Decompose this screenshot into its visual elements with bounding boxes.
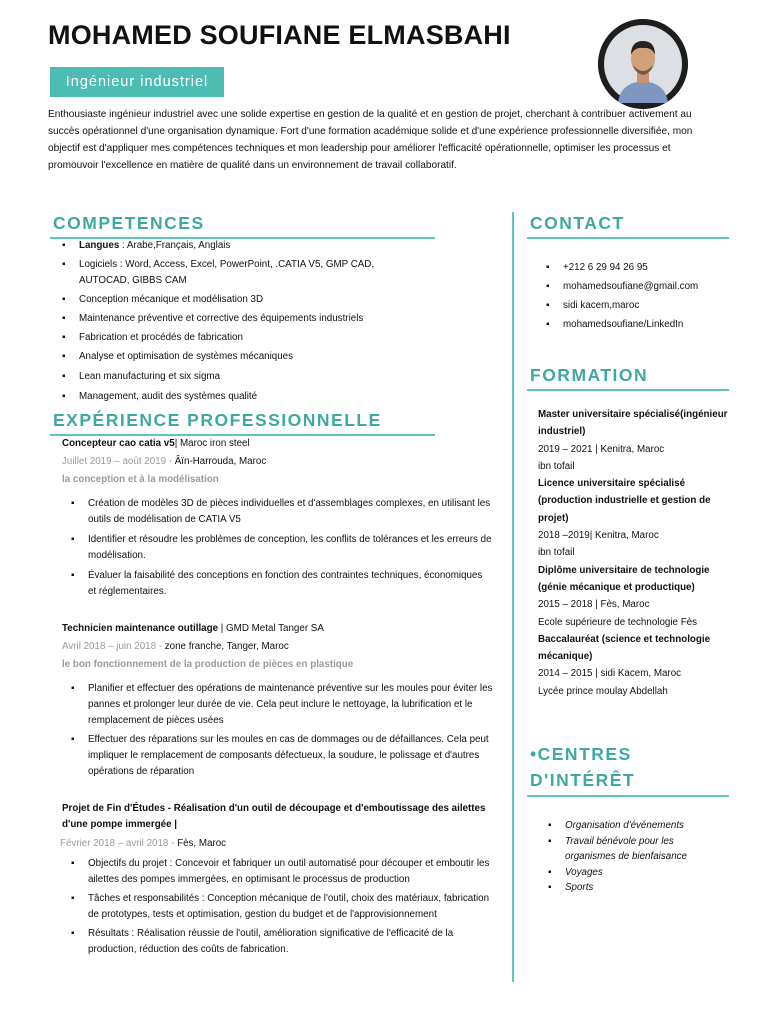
list-item: ▪ Lean manufacturing et six sigma — [79, 369, 439, 385]
interets-rule — [527, 795, 729, 797]
profile-photo-icon — [598, 19, 688, 109]
contact-list — [563, 260, 733, 333]
formation-school: Ecole supérieure de technologie Fès — [538, 616, 698, 628]
formation-school: Lycée prince moulay Abdellah — [538, 685, 668, 697]
formation-degree: Diplôme universitaire de technologie (génie mécanique et productique) — [538, 564, 710, 593]
list-item: ▪ Fabrication et procédés de fabrication — [79, 330, 439, 346]
list-item: ▪ Maintenance préventive et corrective des équipements industriels — [79, 311, 439, 327]
formation-list — [538, 406, 728, 700]
experience-heading: EXPÉRIENCE PROFESSIONNELLE — [53, 410, 382, 430]
list-item: ▪ Organisation d'événements — [565, 818, 725, 834]
list-item: ▪ Voyages — [565, 865, 725, 881]
list-item: ▪ Effectuer des réparations sur les moules en cas de dommages ou de défaillances. Cela peut impliquer le remplacement de composants défectueux, la soudure, le polissage et d'autres opérations de réparation — [88, 732, 493, 780]
job-title-line: Concepteur cao catia v5| Maroc iron steel — [62, 438, 250, 449]
name-title: MOHAMED SOUFIANE ELMASBAHI — [48, 20, 511, 50]
formation-degree: Master universitaire spécialisé(ingénieur industriel) — [538, 409, 728, 438]
list-item: ▪ Sports — [565, 880, 725, 896]
contact-email[interactable]: ▪ mohamedsoufiane@gmail.com — [563, 279, 733, 295]
interets-list — [565, 818, 725, 896]
job-1-bullets — [88, 496, 493, 600]
job-date-line: Février 2018 – avril 2018 - Fès, Maroc — [60, 838, 227, 849]
contact-address: ▪ sidi kacem,maroc — [563, 298, 733, 314]
profile-photo — [598, 19, 688, 109]
formation-dates: 2019 – 2021 | Kenitra, Maroc — [538, 443, 665, 455]
competences-heading: COMPETENCES — [53, 213, 205, 233]
list-item: ▪ Objectifs du projet : Concevoir et fabriquer un outil automatisé pour découper et emboutir les ailettes des pompes immergées, en optimisant le processus de production — [88, 856, 493, 888]
list-item: ▪ Création de modèles 3D de pièces individuelles et d'assemblages complexes, en utilisant les outils de modélisation de CATIA V5 — [88, 496, 493, 528]
interets-heading: •CENTRES D'INTÉRÊT — [530, 744, 636, 790]
formation-rule — [527, 389, 729, 391]
list-item: ▪ Évaluer la faisabilité des conceptions en fonction des contraintes techniques, économiques et réglementaires. — [88, 568, 493, 600]
list-item: ▪ Analyse et optimisation de systèmes mécaniques — [79, 349, 439, 365]
list-item: ▪ Résultats : Réalisation réussie de l'outil, amélioration significative de l'efficacité de la production, réduction des coûts de fabrication. — [88, 926, 493, 958]
profile-summary: Enthousiaste ingénieur industriel avec une solide expertise en gestion de la qualité et en gestion de projet, cherchant à contribuer activement au succès opérationnel d'une organisation dynamique. Fort d'une formation académique solide et d'une expérience professionnelle diversifiée, mon objectif est d'appliquer mes compétences techniques et mon leadership pour améliorer l'efficacité opérationnelle, optimiser les processus et promouvoir l'excellence en matière de qualité dans un environnement de travail collaboratif. — [48, 109, 693, 171]
job-date-line: Avril 2018 – juin 2018 - zone franche, Tanger, Maroc — [62, 641, 289, 652]
contact-linkedin[interactable]: ▪ mohamedsoufiane/LinkedIn — [563, 317, 733, 333]
role-badge: Ingénieur industriel — [50, 67, 224, 97]
formation-school: ibn tofail — [538, 547, 575, 559]
contact-phone: ▪ +212 6 29 94 26 95 — [563, 260, 733, 276]
job-subtitle: la conception et à la modélisation — [62, 474, 219, 485]
list-item: ▪ Travail bénévole pour les organismes de bienfaisance — [565, 834, 725, 865]
list-item: ▪ Tâches et responsabilités : Conception mécanique de l'outil, choix des matériaux, fabrication de prototypes, tests et optimisation, gestion du budget et de l'approvisionnement — [88, 891, 493, 923]
formation-degree: Baccalauréat (science et technologie mécanique) — [538, 633, 711, 663]
contact-heading: CONTACT — [530, 213, 625, 233]
job-2 — [62, 621, 502, 673]
formation-dates: 2014 – 2015 | sidi Kacem, Maroc — [538, 668, 682, 680]
job-2-bullets — [88, 681, 493, 780]
formation-dates: 2015 – 2018 | Fès, Maroc — [538, 599, 650, 611]
list-item: ▪ Langues : Arabe,Français, Anglais — [79, 238, 439, 254]
job-title-line: Projet de Fin d'Études - Réalisation d'un outil de découpage et d'emboutissage des ailettes d'une pompe immergée | — [62, 803, 486, 830]
formation-dates: 2018 –2019| Kenitra, Maroc — [538, 530, 659, 542]
list-item: ▪ Conception mécanique et modélisation 3D — [79, 292, 439, 308]
job-3 — [62, 801, 502, 852]
list-item: ▪ Identifier et résoudre les problèmes de conception, les conflits de tolérances et les erreurs de modélisation. — [88, 532, 493, 564]
list-item: ▪ Logiciels : Word, Access, Excel, PowerPoint, .CATIA V5, GMP CAD, AUTOCAD, GIBBS CAM — [79, 257, 419, 289]
job-subtitle: le bon fonctionnement de la production de pièces en plastique — [62, 659, 354, 670]
job-3-bullets — [88, 856, 493, 958]
formation-heading: FORMATION — [530, 365, 649, 385]
competences-list — [79, 238, 439, 405]
list-item: ▪ Planifier et effectuer des opérations de maintenance préventive sur les moules pour éviter les pannes et prolonger leur durée de vie. Cela peut inclure le nettoyage, la lubrification et le remplacement de pièces usées — [88, 681, 493, 729]
job-1 — [62, 436, 502, 488]
formation-school: ibn tofail — [538, 460, 575, 472]
job-date-line: Juillet 2019 – août 2019 - Âïn-Harrouda, Maroc — [62, 456, 267, 467]
formation-degree: Licence universitaire spécialisé (production industrielle et gestion de projet) — [538, 478, 711, 524]
contact-rule — [527, 237, 729, 239]
list-item: ▪ Management, audit des systèmes qualité — [79, 389, 439, 405]
job-title-line: Technicien maintenance outillage | GMD Metal Tanger SA — [62, 623, 324, 634]
column-divider — [512, 212, 514, 982]
